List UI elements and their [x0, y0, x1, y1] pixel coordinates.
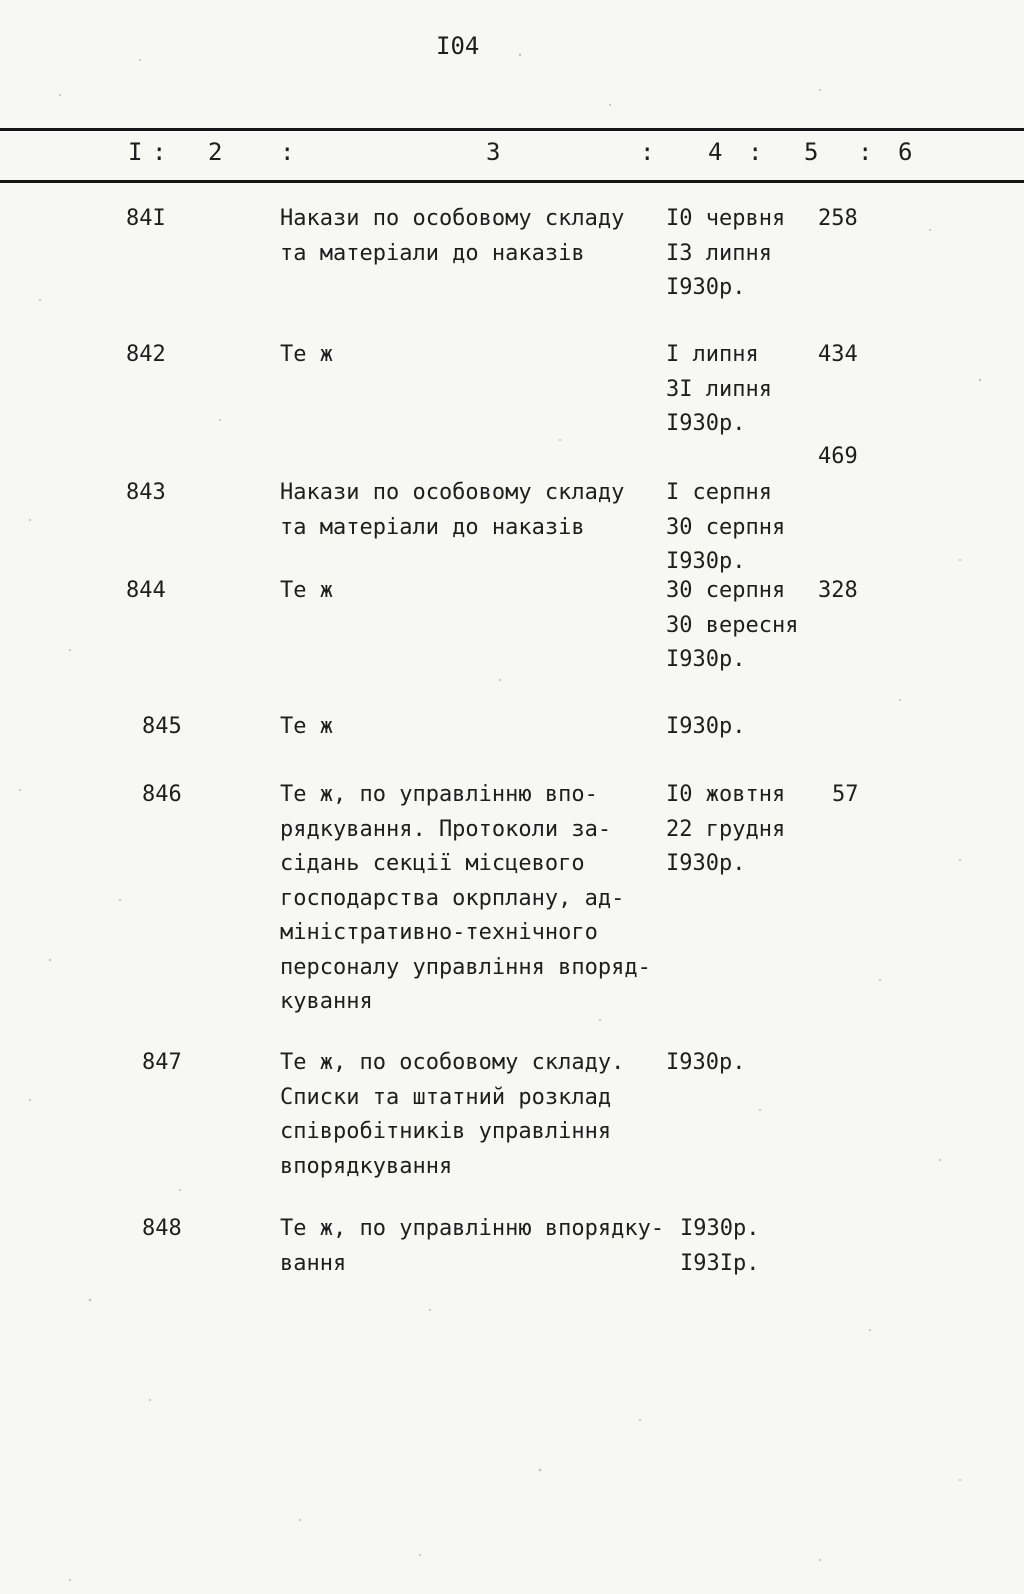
entry-dates: I серпня 30 серпня I930р.: [666, 480, 786, 574]
entry-dates: I0 жовтня 22 грудня I930р.: [666, 782, 786, 876]
entry-number: 842: [126, 342, 166, 367]
entry-dates: 30 серпня 30 вересня I930р.: [666, 578, 799, 672]
entry-sheets: 258: [818, 206, 858, 231]
column-separator: :: [748, 138, 763, 166]
entry-number: 847: [142, 1050, 182, 1075]
entry-number: 848: [142, 1216, 182, 1241]
entry-dates: I930р.: [666, 714, 746, 739]
entry-sheets: 469: [818, 444, 858, 469]
header-bottom-rule: [0, 180, 1024, 183]
entry-title: Те ж: [280, 714, 333, 739]
entry-title: Те ж: [280, 342, 333, 367]
column-header-6: 6: [898, 138, 913, 166]
entry-number: 844: [126, 578, 166, 603]
column-separator: :: [858, 138, 873, 166]
entry-number: 84I: [126, 206, 166, 231]
header-top-rule: [0, 128, 1024, 131]
column-separator: :: [280, 138, 295, 166]
entry-title: Те ж, по управлінню впорядку- вання: [280, 1216, 665, 1276]
column-header-5: 5: [804, 138, 819, 166]
entry-sheets: 434: [818, 342, 858, 367]
column-separator: :: [640, 138, 655, 166]
column-header-1: I: [128, 138, 143, 166]
entry-number: 845: [142, 714, 182, 739]
column-header-4: 4: [708, 138, 723, 166]
entry-dates: I липня 3I липня I930р.: [666, 342, 772, 436]
entry-dates: I930р. I93Iр.: [680, 1216, 760, 1276]
entry-title: Те ж, по управлінню впо- рядкування. Протоколи за- сідань секції місцевого господарства окрплану, ад- міністративно-технічного персоналу управління впоряд- кування: [280, 782, 651, 1014]
entry-title: Накази по особовому складу та матеріали до наказів: [280, 480, 625, 540]
column-header-2: 2: [208, 138, 223, 166]
entry-dates: I0 червня I3 липня I930р.: [666, 206, 786, 300]
column-header-3: 3: [486, 138, 501, 166]
entry-dates: I930р.: [666, 1050, 746, 1075]
column-separator: :: [152, 138, 167, 166]
entry-title: Те ж, по особовому складу. Списки та штатний розклад співробітників управління впорядкування: [280, 1050, 625, 1179]
entry-title: Те ж: [280, 578, 333, 603]
entry-number: 843: [126, 480, 166, 505]
page-number: I04: [436, 32, 480, 60]
entry-sheets: 57: [832, 782, 859, 807]
entry-sheets: 328: [818, 578, 858, 603]
entry-number: 846: [142, 782, 182, 807]
entry-title: Накази по особовому складу та матеріали до наказів: [280, 206, 625, 266]
